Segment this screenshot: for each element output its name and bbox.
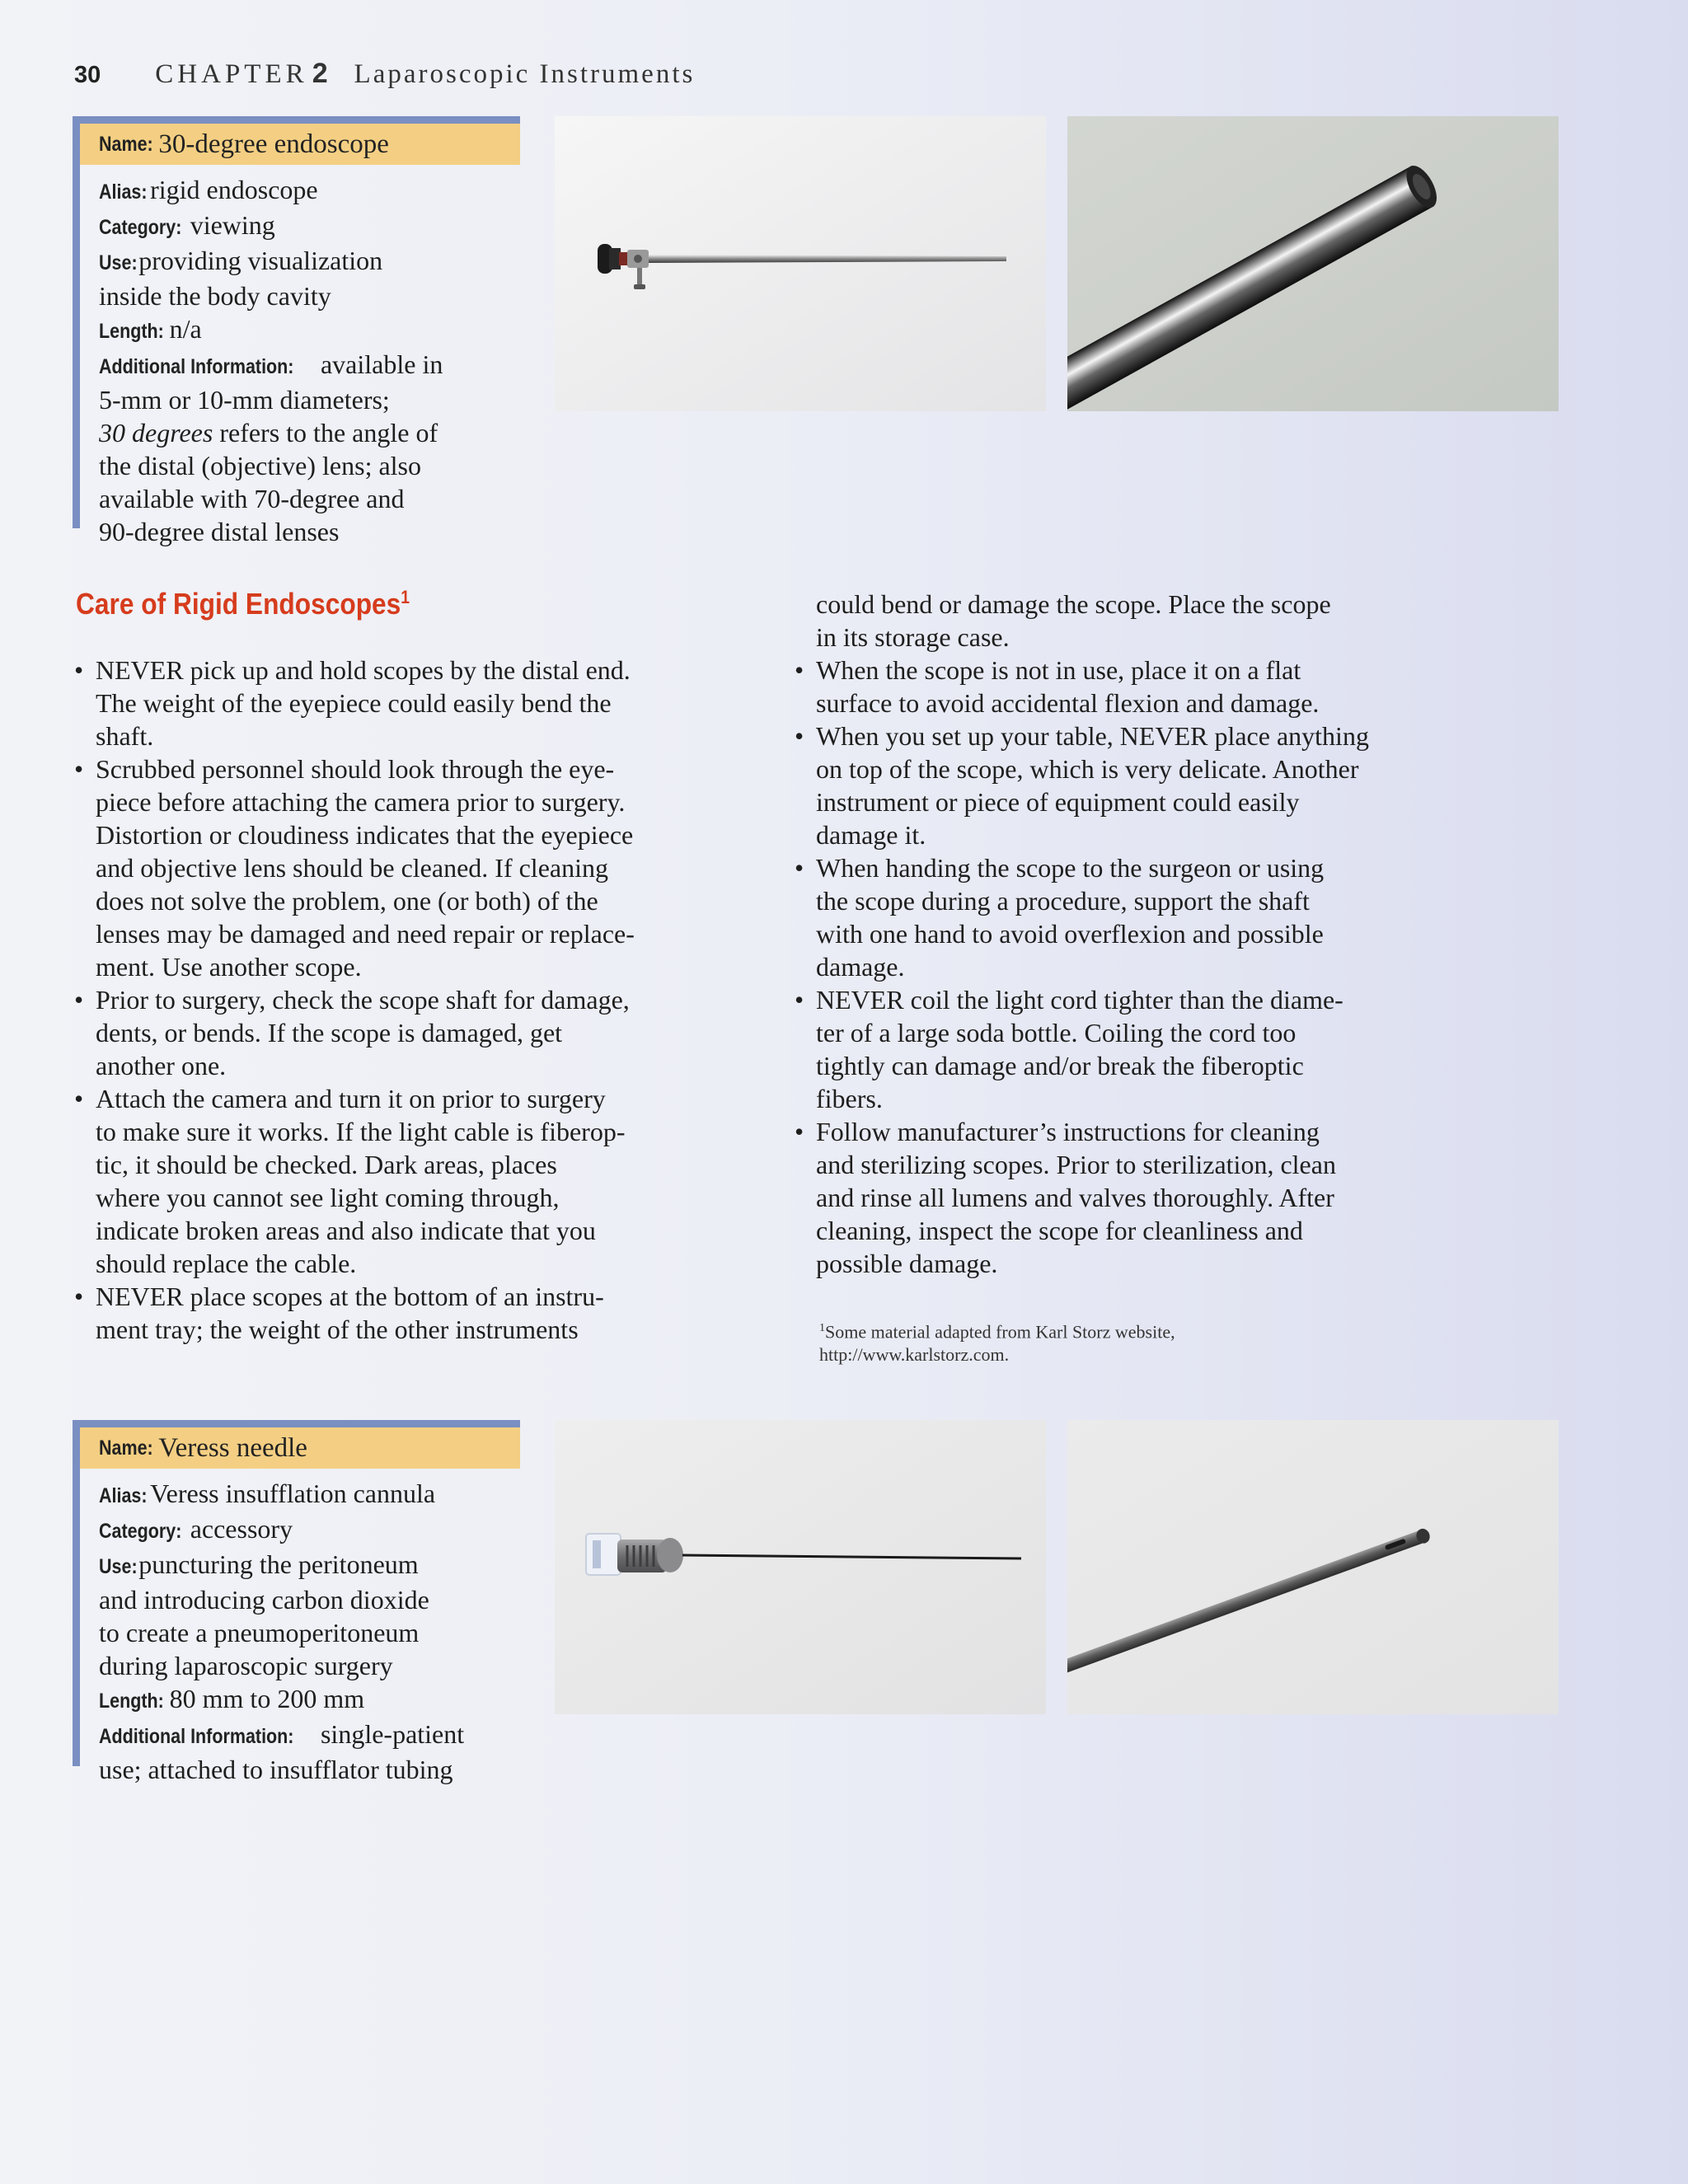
instrument-name: 30-degree endoscope <box>158 129 389 159</box>
page-number: 30 <box>74 62 101 88</box>
bullet-text: instrument or piece of equipment could easily <box>816 787 1300 817</box>
info-value: single-patient <box>320 1719 465 1749</box>
footnote-url: http://www.karlstorz.com. <box>819 1344 1010 1366</box>
bullet-marker: • <box>74 655 84 685</box>
bullet-item-line <box>74 950 635 983</box>
bullet-text: ter of a large soda bottle. Coiling the cord too <box>816 1018 1296 1047</box>
bullet-text: could bend or damage the scope. Place the scope <box>816 589 1331 619</box>
info-line: the distal (objective) lens; also <box>99 451 421 480</box>
instrument-fields <box>80 165 520 548</box>
bullet-text: Follow manufacturer’s instructions for cleaning <box>816 1117 1320 1146</box>
bullet-item-line <box>74 1049 635 1082</box>
bullet-item-line <box>795 1148 1369 1181</box>
bullet-text: The weight of the eyepiece could easily bend the <box>96 688 612 718</box>
bullet-text: Distortion or cloudiness indicates that the eyepiece <box>96 820 634 850</box>
info-field <box>99 1718 520 1786</box>
length-value: 80 mm to 200 mm <box>169 1684 365 1713</box>
bullet-text: the scope during a procedure, support the shaft <box>816 886 1310 916</box>
name-label: Name: <box>99 132 153 156</box>
alias-field <box>99 1477 520 1512</box>
bullet-item-line <box>795 752 1369 785</box>
bullet-item-line <box>795 1082 1369 1115</box>
use-value-cont: inside the body cavity <box>99 281 331 311</box>
bullet-marker: • <box>795 1117 804 1146</box>
bullet-item-start <box>74 752 635 785</box>
bullet-text: NEVER coil the light cord tighter than the diame- <box>816 985 1343 1015</box>
category-value: viewing <box>190 210 275 240</box>
bullet-text: on top of the scope, which is very delicate. Another <box>816 754 1359 784</box>
bullet-text: tightly can damage and/or break the fiberoptic <box>816 1051 1304 1080</box>
bullet-item-line <box>74 917 635 950</box>
bullet-text: ment tray; the weight of the other instruments <box>96 1315 579 1344</box>
bullet-text: where you cannot see light coming through, <box>96 1183 560 1212</box>
chapter-number: 2 <box>312 58 328 89</box>
bullet-item-start <box>795 654 1369 687</box>
bullet-text: does not solve the problem, one (or both) of the <box>96 886 598 916</box>
bullet-text: surface to avoid accidental flexion and damage. <box>816 688 1320 718</box>
endoscope-full-photo <box>555 116 1046 411</box>
bullet-text: cleaning, inspect the scope for cleanliness and <box>816 1216 1303 1245</box>
use-value: providing visualization <box>138 246 383 275</box>
bullet-text: When the scope is not in use, place it on a flat <box>816 655 1301 685</box>
bullet-item-line <box>74 1247 635 1280</box>
bullet-item-line <box>795 621 1369 654</box>
bullet-item-line <box>74 1115 635 1148</box>
bullet-text: damage it. <box>816 820 926 850</box>
bullet-marker: • <box>74 985 84 1015</box>
bullet-text: indicate broken areas and also indicate that you <box>96 1216 596 1245</box>
info-label: Additional Information: <box>99 355 294 378</box>
running-header <box>74 58 695 90</box>
care-bullets-right-column <box>795 588 1369 1280</box>
instrument-card-endoscope <box>73 116 520 546</box>
name-label: Name: <box>99 1436 153 1460</box>
bullet-text: shaft. <box>96 721 154 751</box>
bullet-item-line <box>74 1148 635 1181</box>
bullet-item-line <box>74 687 635 719</box>
use-label: Use: <box>99 251 138 274</box>
length-value: n/a <box>169 314 202 344</box>
bullet-marker: • <box>795 721 804 751</box>
use-value-cont: and introducing carbon dioxide <box>99 1585 429 1615</box>
name-bar <box>80 1427 520 1469</box>
footnote <box>819 1317 1175 1366</box>
bullet-item-line <box>74 884 635 917</box>
care-section-heading <box>76 587 410 621</box>
bullet-item-line <box>795 1016 1369 1049</box>
bullet-item-line <box>795 917 1369 950</box>
category-value: accessory <box>190 1514 293 1544</box>
bullet-item-line <box>795 588 1369 621</box>
footnote-line: Some material adapted from Karl Storz website, <box>825 1321 1175 1343</box>
bullet-text: and rinse all lumens and valves thoroughly. After <box>816 1183 1334 1212</box>
bullet-text: fibers. <box>816 1084 883 1113</box>
care-heading-text: Care of Rigid Endoscopes <box>76 587 401 621</box>
bullet-text: lenses may be damaged and need repair or replace- <box>96 919 635 949</box>
bullet-text: to make sure it works. If the light cable is fiberop- <box>96 1117 626 1146</box>
instrument-name: Veress needle <box>158 1432 307 1463</box>
bullet-item-line <box>74 1214 635 1247</box>
bullet-item-line <box>795 1214 1369 1247</box>
card-top-bar <box>80 116 520 124</box>
bullet-text: in its storage case. <box>816 622 1010 652</box>
info-italic-term: 30 degrees <box>99 418 213 448</box>
category-field <box>99 209 520 244</box>
use-value-cont: to create a pneumoperitoneum <box>99 1618 420 1647</box>
bullet-text: NEVER place scopes at the bottom of an instru- <box>96 1282 604 1311</box>
bullet-item-start <box>795 851 1369 884</box>
bullet-item-line <box>795 687 1369 719</box>
bullet-item-start <box>74 1082 635 1115</box>
bullet-item-line <box>74 719 635 752</box>
footnote-ref: 1 <box>401 587 410 607</box>
bullet-text: with one hand to avoid overflexion and possible <box>816 919 1324 949</box>
bullet-item-line <box>795 1181 1369 1214</box>
bullet-marker: • <box>74 1084 84 1113</box>
bullet-marker: • <box>74 754 84 784</box>
bullet-item-line <box>74 1313 635 1346</box>
info-line: refers to the angle of <box>219 418 438 448</box>
bullet-text: piece before attaching the camera prior to surgery. <box>96 787 626 817</box>
use-field <box>99 1548 520 1682</box>
info-value: available in <box>320 349 443 379</box>
bullet-item-line <box>795 818 1369 851</box>
alias-field <box>99 173 520 209</box>
bullet-text: Scrubbed personnel should look through the eye- <box>96 754 615 784</box>
bullet-item-line <box>795 785 1369 818</box>
bullet-item-line <box>74 818 635 851</box>
bullet-marker: • <box>74 1282 84 1311</box>
category-label: Category: <box>99 216 182 239</box>
length-label: Length: <box>99 320 164 343</box>
bullet-text: possible damage. <box>816 1249 998 1278</box>
use-value: puncturing the peritoneum <box>138 1549 419 1579</box>
length-field <box>99 1682 520 1718</box>
bullet-text: tic, it should be checked. Dark areas, places <box>96 1150 557 1179</box>
bullet-item-line <box>74 851 635 884</box>
instrument-fields <box>80 1469 520 1786</box>
alias-value: Veress insufflation cannula <box>150 1479 436 1508</box>
bullet-text: ment. Use another scope. <box>96 952 362 982</box>
chapter-heading <box>155 58 695 90</box>
bullet-item-line <box>795 884 1369 917</box>
alias-label: Alias: <box>99 1484 148 1507</box>
bullet-text: When you set up your table, NEVER place anything <box>816 721 1369 751</box>
info-field <box>99 348 520 548</box>
bullet-item-start <box>74 654 635 687</box>
bullet-item-line <box>795 950 1369 983</box>
bullet-text: When handing the scope to the surgeon or using <box>816 853 1325 883</box>
bullet-item-line <box>74 785 635 818</box>
use-label: Use: <box>99 1555 138 1578</box>
bullet-item-line <box>74 1181 635 1214</box>
bullet-item-start <box>795 983 1369 1016</box>
use-field <box>99 244 520 312</box>
bullet-text: Prior to surgery, check the scope shaft for damage, <box>96 985 630 1015</box>
bullet-item-start <box>74 983 635 1016</box>
name-bar <box>80 124 520 165</box>
bullet-item-start <box>795 1115 1369 1148</box>
info-line: 5-mm or 10-mm diameters; <box>99 385 390 415</box>
care-bullets-left-column <box>74 654 635 1346</box>
veress-needle-tip-photo <box>1067 1420 1559 1714</box>
veress-needle-full-photo <box>555 1420 1046 1714</box>
instrument-card-veress-needle <box>73 1420 520 1784</box>
bullet-text: and sterilizing scopes. Prior to sterilization, clean <box>816 1150 1336 1179</box>
alias-label: Alias: <box>99 180 148 204</box>
bullet-item-start <box>795 719 1369 752</box>
category-label: Category: <box>99 1520 182 1543</box>
bullet-item-line <box>795 1049 1369 1082</box>
footnote-number: 1 <box>819 1322 825 1334</box>
bullet-text: another one. <box>96 1051 227 1080</box>
bullet-item-start <box>74 1280 635 1313</box>
bullet-item-line <box>795 1247 1369 1280</box>
use-value-cont: during laparoscopic surgery <box>99 1651 393 1680</box>
category-field <box>99 1512 520 1548</box>
bullet-text: should replace the cable. <box>96 1249 357 1278</box>
bullet-text: and objective lens should be cleaned. If cleaning <box>96 853 608 883</box>
chapter-word: CHAPTER <box>155 59 308 89</box>
length-label: Length: <box>99 1690 164 1713</box>
bullet-text: NEVER pick up and hold scopes by the distal end. <box>96 655 631 685</box>
bullet-item-line <box>74 1016 635 1049</box>
length-field <box>99 312 520 348</box>
endoscope-tip-photo <box>1067 116 1559 411</box>
bullet-text: dents, or bends. If the scope is damaged, get <box>96 1018 563 1047</box>
bullet-marker: • <box>795 655 804 685</box>
card-top-bar <box>80 1420 520 1427</box>
info-line: 90-degree distal lenses <box>99 517 340 546</box>
alias-value: rigid endoscope <box>150 175 318 204</box>
chapter-title: Laparoscopic Instruments <box>354 59 696 89</box>
bullet-marker: • <box>795 853 804 883</box>
bullet-text: damage. <box>816 952 905 982</box>
info-line: available with 70-degree and <box>99 484 405 513</box>
bullet-text: Attach the camera and turn it on prior to surgery <box>96 1084 606 1113</box>
info-line: use; attached to insufflator tubing <box>99 1755 453 1784</box>
info-label: Additional Information: <box>99 1725 294 1748</box>
bullet-marker: • <box>795 985 804 1015</box>
